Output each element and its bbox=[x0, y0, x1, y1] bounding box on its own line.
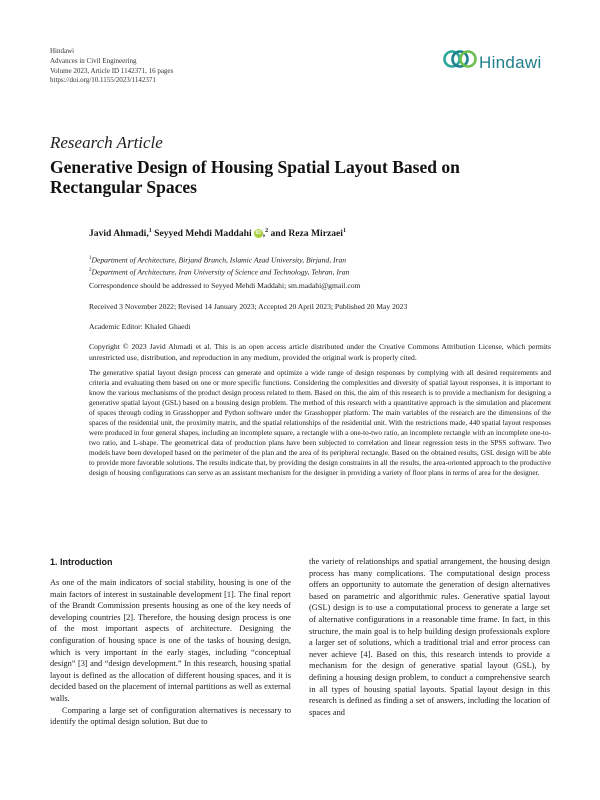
author-name[interactable]: and Reza Mirzaei bbox=[270, 228, 343, 240]
journal-meta bbox=[50, 47, 173, 86]
hindawi-logo bbox=[443, 45, 558, 83]
abstract: The generative spatial layout design process can generate and optimize a wide range of design responses by complying with all desired requirements and criteria and evaluating them based on one or more specific functions. Considering the complexities and diversity of spatial layout responses, it is important to know the various mechanisms of the product design process related to them. Based on this, the aim of this research is to provide a mechanism for designing a generative spatial layout (GSL) based on a housing design problem. The method of this research with a quantitative approach is the simulation and placement of spaces through coding in Grasshopper and Python software under the Grasshopper platform. The main variables of the research are the dimensions of the spaces of the residential unit, the proximity matrix, and the spatial relationships of the residential unit. With the restrictions made, 440 spatial layout responses were produced in four general shapes, including an incomplete square, a rectangle with a one-to-two ratio, an incomplete rectangle with an incomplete one-to-two ratio, and L-shape. The geometrical data of production plans have been subjected to correlation and linear regression tests in the SPSS software. Two models have been developed based on the perimeter of the plan and the area of its peripheral rectangle. Based on the obtained results, GSL design will be able to provide more favorable solutions. The results indicate that, by providing the design constraints in all the results, the area-oriented approach to the productive design of housing configurations can serve as an assistant mechanism for the designer in providing a variety of floor plans in terms of area for the designer. bbox=[89, 369, 551, 478]
publisher-name: Hindawi bbox=[50, 47, 75, 55]
journal-name: Advances in Civil Engineering bbox=[50, 56, 137, 65]
affiliation-text: Department of Architecture, Iran University of Science and Technology, Tehran, Iran bbox=[91, 267, 350, 277]
doi-link[interactable]: https://doi.org/10.1155/2023/1142371 bbox=[50, 76, 156, 85]
section-heading: 1. Introduction bbox=[50, 557, 113, 567]
author-affiliation-mark: 1 bbox=[148, 228, 152, 234]
paragraph: Comparing a large set of configuration alternatives is necessary to identify the optimal design solution. But due to bbox=[50, 705, 291, 727]
orcid-icon[interactable]: iD bbox=[255, 230, 261, 237]
affiliations bbox=[89, 254, 551, 278]
publication-dates: Received 3 November 2022; Revised 14 January 2023; Accepted 20 April 2023; Published 20 May 2023 bbox=[89, 302, 408, 311]
affiliation-mark: 2 bbox=[89, 268, 92, 274]
logo-text: Hindawi bbox=[479, 53, 542, 72]
body-column-left bbox=[50, 556, 291, 728]
author-affiliation-mark: 2 bbox=[265, 228, 269, 234]
affiliation-item bbox=[89, 266, 551, 278]
article-type: Research Article bbox=[50, 133, 163, 152]
author-affiliation-mark: 1 bbox=[342, 228, 346, 234]
correspondence: Correspondence should be addressed to Seyyed Mehdi Maddahi; sm.madahi@gmail.com bbox=[89, 281, 361, 290]
hindawi-logo-icon bbox=[443, 47, 477, 71]
volume-info: Volume 2023, Article ID 1142371, 16 pages bbox=[50, 66, 174, 75]
paragraph: the variety of relationships and spatial arrangement, the housing design process has many complications. The computational design process offers an opportunity to automate the generation of design alternatives based on parametric and algorithmic rules. Generative spatial layout (GSL) design is to use a computational process to generate a large set of alternative configurations in a reasonable time frame. In fact, in this structure, the main goal is to help building design professionals explore a larger set of solutions, which a traditional trial and error process can never achieve [4]. Based on this, this research intends to provide a mechanism for the design of generative spatial layout (GSL), by defining a housing design problem, to conduct a comprehensive search in all types of housing spatial layouts. Spatial layout design in this research is defined as finding a set of answers, including the location of spaces and bbox=[309, 557, 550, 717]
copyright-notice: Copyright © 2023 Javid Ahmadi et al. This is an open access article distributed under the Creative Commons Attribution License, which permits unrestricted use, distribution, and reproduction in any medium, provided the original work is properly cited. bbox=[89, 342, 551, 362]
affiliation-item bbox=[89, 254, 551, 266]
author-list: Javid Ahmadi,$^1$ Seyyed Mehdi Maddahi iD ,$^2$ and Reza Mirzaei$^1$ bbox=[89, 228, 346, 240]
academic-editor: Academic Editor: Khaled Ghaedi bbox=[89, 322, 191, 331]
paragraph: As one of the main indicators of social stability, housing is one of the main factors of interest in sustainable development [1]. The final report of the Brandt Commission presents housing as one of the key needs of developing countries [2]. Therefore, the housing design process is one of the most important aspects of architecture. Designing the configuration of housing space is one of the tasks of housing design, which is very important in the early stages, including “conceptual design” [3] and “design development.” In this research, housing spatial layout is defined as the allocation of different housing spaces, and it is decided based on the placement of internal partitions as well as external walls. bbox=[50, 578, 291, 703]
author-name[interactable]: Javid Ahmadi, bbox=[89, 228, 149, 240]
affiliation-mark: 1 bbox=[89, 256, 92, 261]
author-name[interactable]: Seyyed Mehdi Maddahi bbox=[154, 228, 252, 240]
body-column-right bbox=[309, 556, 550, 718]
affiliation-text: Department of Architecture, Birjand Branch, Islamic Azad University, Birjand, Iran bbox=[91, 255, 347, 265]
article-title: Generative Design of Housing Spatial Layout Based on Rectangular Spaces bbox=[50, 157, 460, 197]
